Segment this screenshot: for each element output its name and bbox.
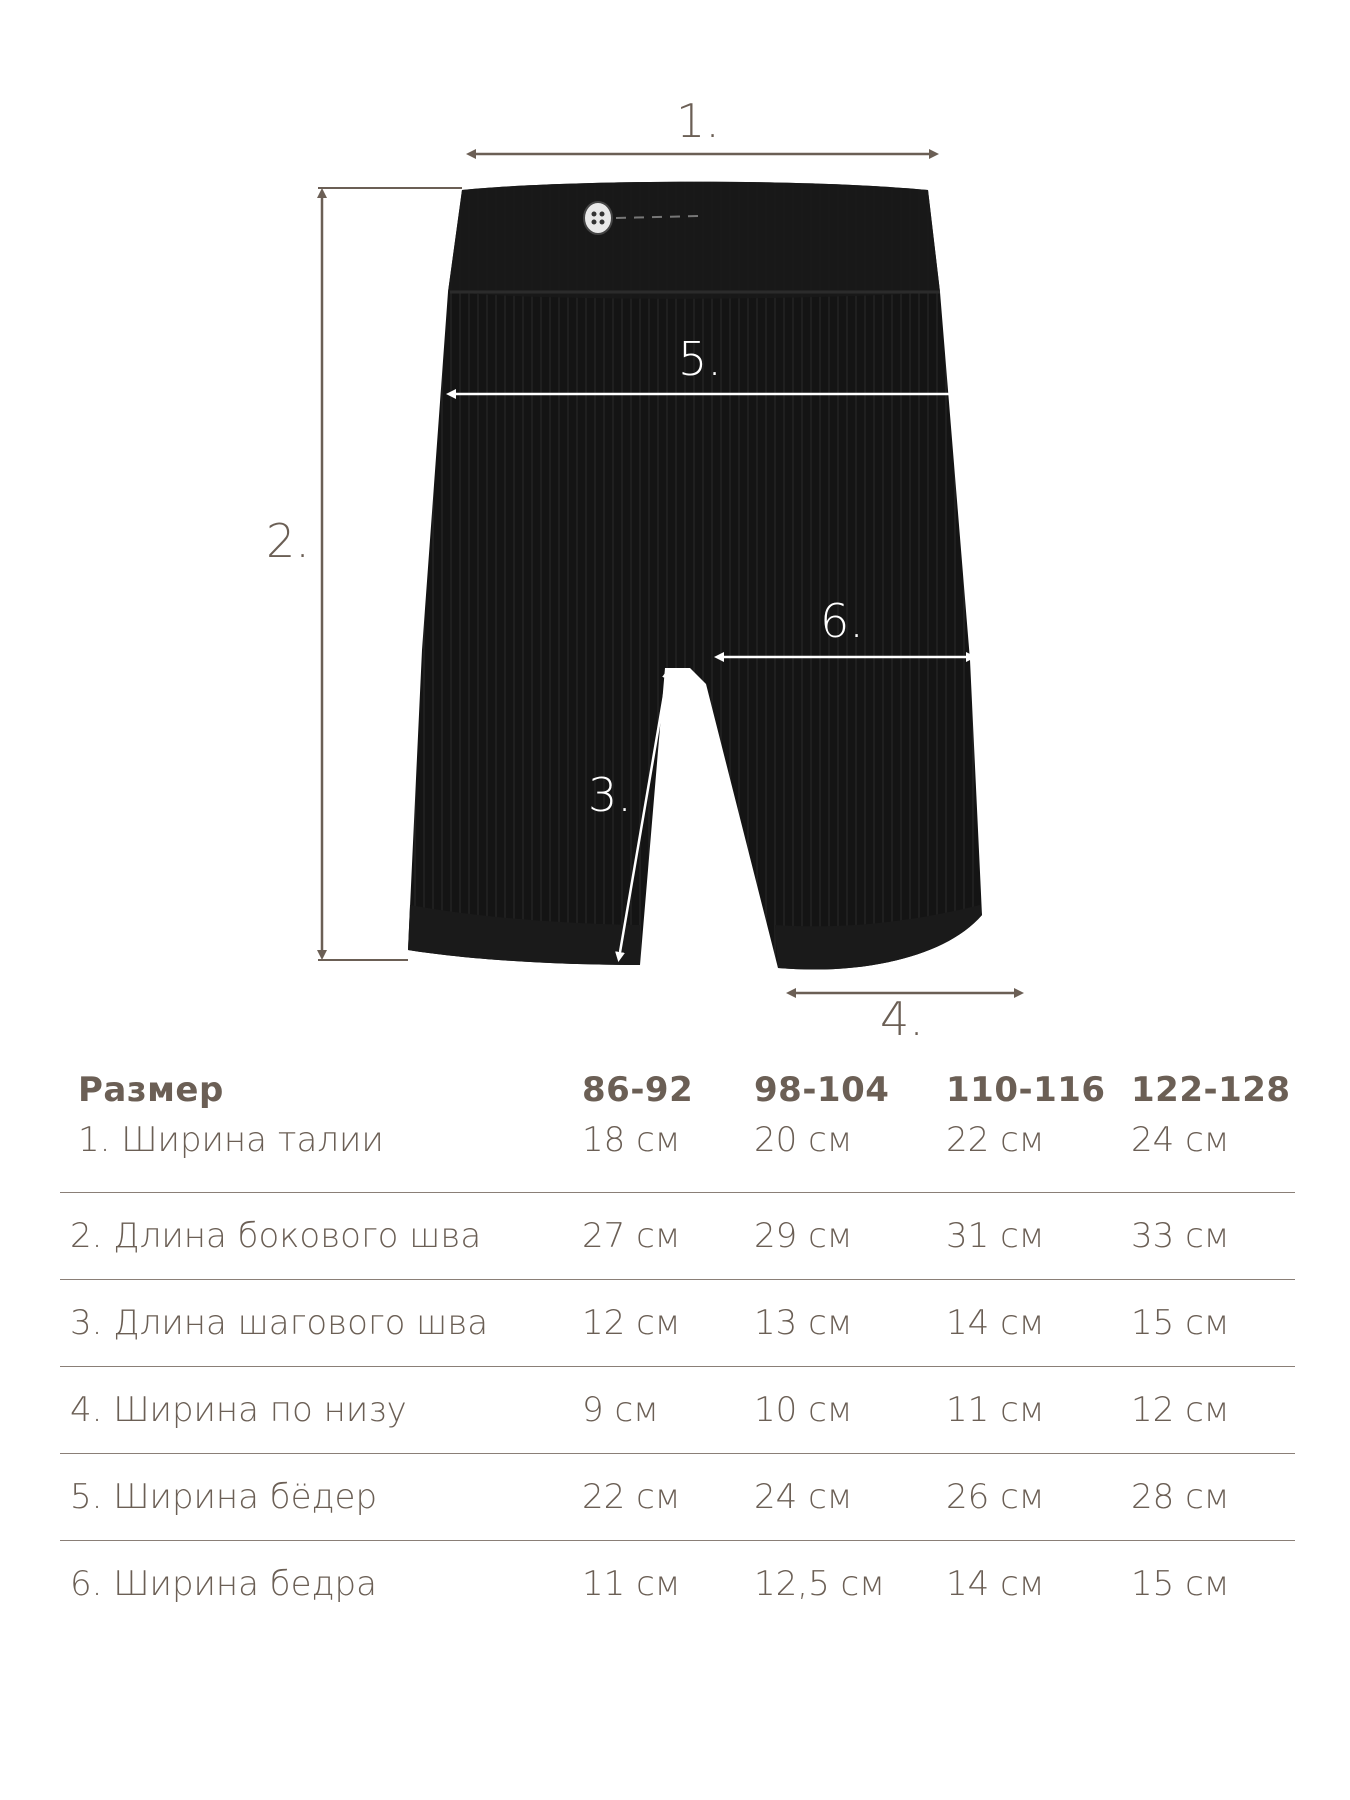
- cell-value: 12 см: [582, 1280, 754, 1367]
- cell-value: 22 см: [582, 1454, 754, 1541]
- measure-label-6: 6.: [820, 594, 864, 648]
- cell-value: 20 см: [754, 1120, 946, 1193]
- header-size-col: 98-104: [754, 1070, 890, 1110]
- header-size-col: 86-92: [582, 1070, 694, 1110]
- header-size: Размер: [78, 1070, 224, 1110]
- size-table-header: [60, 1060, 1295, 1120]
- cell-value: 9 см: [582, 1367, 754, 1454]
- table-row: [60, 1367, 1295, 1454]
- cell-value: 29 см: [754, 1193, 946, 1280]
- table-row: [60, 1120, 1295, 1193]
- measure-label-1: 1.: [676, 94, 720, 148]
- cell-value: 13 см: [754, 1280, 946, 1367]
- header-size-col: 122-128: [1131, 1070, 1291, 1110]
- row-name: 2. Длина бокового шва: [60, 1193, 582, 1280]
- cell-value: 10 см: [754, 1367, 946, 1454]
- cell-value: 31 см: [946, 1193, 1131, 1280]
- cell-value: 24 см: [1131, 1120, 1295, 1193]
- cell-value: 18 см: [582, 1120, 754, 1193]
- cell-value: 11 см: [946, 1367, 1131, 1454]
- cell-value: 28 см: [1131, 1454, 1295, 1541]
- shorts-body: [408, 182, 982, 970]
- measure-label-4: 4.: [880, 992, 924, 1046]
- cell-value: 33 см: [1131, 1193, 1295, 1280]
- cell-value: 12 см: [1131, 1367, 1295, 1454]
- measure-label-2: 2.: [266, 514, 310, 568]
- waistband: [448, 182, 940, 299]
- row-name: 3. Длина шагового шва: [60, 1280, 582, 1367]
- table-row: [60, 1193, 1295, 1280]
- cell-value: 15 см: [1131, 1280, 1295, 1367]
- measure-label-5: 5.: [678, 332, 722, 386]
- table-row: [60, 1454, 1295, 1541]
- cell-value: 15 см: [1131, 1564, 1230, 1604]
- measure-label-3: 3.: [588, 768, 632, 822]
- cell-value: 26 см: [946, 1454, 1131, 1541]
- cell-value: 27 см: [582, 1193, 754, 1280]
- row-name: 1. Ширина талии: [60, 1120, 582, 1193]
- cell-value: 12,5 см: [754, 1564, 885, 1604]
- cell-value: 14 см: [946, 1280, 1131, 1367]
- cell-value: 24 см: [754, 1454, 946, 1541]
- header-size-col: 110-116: [946, 1070, 1106, 1110]
- cell-value: 22 см: [946, 1120, 1131, 1193]
- row-name: 6. Ширина бедра: [70, 1564, 377, 1604]
- table-row: [60, 1541, 1295, 1628]
- row-name: 5. Ширина бёдер: [60, 1454, 582, 1541]
- size-table: [60, 1060, 1295, 1627]
- cell-value: 14 см: [946, 1564, 1045, 1604]
- cell-value: 11 см: [582, 1564, 681, 1604]
- row-name: 4. Ширина по низу: [60, 1367, 582, 1454]
- table-row: [60, 1280, 1295, 1367]
